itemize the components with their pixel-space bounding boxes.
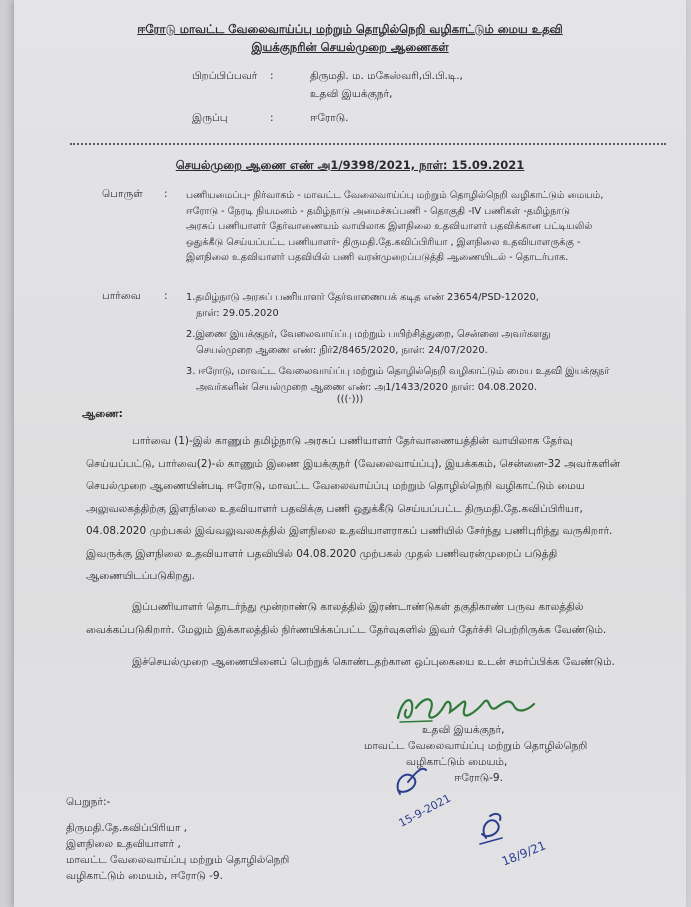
order-paragraph-2	[86, 596, 664, 641]
subject-text	[186, 188, 603, 266]
subject-colon: :	[164, 188, 168, 200]
order-label: ஆணை:	[82, 408, 123, 420]
recipient-office-1: மாவட்ட வேலைவாய்ப்பு மற்றும் தொழில்நெறி	[66, 854, 290, 866]
location-colon: :	[270, 112, 274, 124]
issuer-designation: உதவி இயக்குநர்,	[310, 88, 393, 100]
signatory-office-1: மாவட்ட வேலைவாய்ப்பு மற்றும் தொழில்நெறி	[364, 740, 588, 752]
reference-line: செயல்முறை ஆணை எண்: நிர்2/8465/2020, நாள்: 24/07/2020.	[196, 344, 488, 356]
initial-mark-2-icon	[462, 808, 562, 870]
order-paragraph-1	[86, 430, 664, 588]
body-line: இப்பணியாளர் தொடர்ந்து மூன்றாண்டு காலத்தில் இரண்டாண்டுகள் தகுதிகாண் பருவ காலத்தில்	[132, 601, 584, 613]
reference-line: 3. ஈரோடு, மாவட்ட வேலைவாய்ப்பு மற்றும் தொழில்நெறி வழிகாட்டும் மைய உதவி இயக்குநர்	[186, 366, 610, 377]
body-line: இவருக்கு இளநிலை உதவியாளர் பதவியில் 04.08.2020 முற்பகல் முதல் பணிவரன்முறைப் படுத்தி	[86, 547, 558, 560]
order-title: செயல்முறை ஆணை எண் அ1/9398/2021, நாள்: 15.09.2021	[175, 158, 525, 172]
body-line: 04.08.2020 முற்பகல் இவ்வலுவலகத்தில் இளநிலை உதவியாளராகப் பணியில் சேர்ந்து பணிபுரிந்து வருகிறார்.	[86, 525, 613, 537]
subject-line: ஒதுக்கீடு செய்யப்பட்ட பணியாளர்- திருமதி.தே.கவிப்பிரியா , இளநிலை உதவியாளருக்கு -	[186, 236, 581, 248]
document-page	[14, 0, 686, 907]
location-label: இருப்பு	[192, 112, 228, 124]
subject-label: பொருள்	[102, 188, 143, 200]
signatory-office-3: ஈரோடு-9.	[454, 772, 503, 784]
reference-item	[186, 290, 609, 321]
separator-mark: (((·)))	[336, 394, 364, 405]
reference-line: 1.தமிழ்நாடு அரசுப் பணியாளர் தேர்வாணையக் கடித எண் 23654/PSD-12020,	[186, 292, 539, 303]
signatory-office-2: வழிகாட்டும் மையம்,	[406, 756, 508, 768]
reference-line: 2.இணை இயக்குநர், வேலைவாய்ப்பு மற்றும் பயிற்சித்துறை, சென்னை அவர்களது	[186, 329, 551, 340]
subject-line: ஈரோடு - நேரடி நியமனம் - தமிழ்நாடு அமைச்சுப்பணி - தொகுதி -IV பணிகள் -தமிழ்நாடு	[186, 205, 570, 217]
body-line: அலுவலகத்திற்கு இளநிலை உதவியாளர் பதவிக்கு பணி ஒதுக்கீடு செய்யப்பட்ட திருமதி.தே.கவிப்பிரியா,	[86, 502, 583, 515]
reference-label: பார்வை	[102, 290, 141, 302]
subject-line: இளநிலை உதவியாளர் பதவியில் பணி வரன்முறைப்படுத்தி ஆணையிடல் - தொடர்பாக.	[186, 252, 569, 263]
header-line-1: ஈரோடு மாவட்ட வேலைவாய்ப்பு மற்றும் தொழில்நெறி வழிகாட்டும் மைய உதவி	[137, 22, 563, 36]
reference-list	[186, 290, 609, 395]
recipient-name: திருமதி.தே.கவிப்பிரியா ,	[66, 822, 188, 834]
body-line: செயல்முறை ஆணையின்படி ஈரோடு, மாவட்ட வேலைவாய்ப்பு மற்றும் தொழில்நெறி வழிகாட்டும் மைய	[86, 480, 585, 492]
subject-line: பணியமைப்பு- நிர்வாகம் - மாவட்ட வேலைவாய்ப்பு மற்றும் தொழில்நெறி வழிகாட்டும் மையம்,	[186, 190, 604, 201]
dotted-divider	[70, 143, 666, 145]
reference-line: அவர்களின் செயல்முறை ஆணை எண்: அ1/1433/2020 நாள்: 04.08.2020.	[196, 381, 537, 393]
recipient-label: பெறுநர்:-	[66, 796, 111, 808]
body-line: வைக்கப்படுகிறார். மேலும் இக்காலத்தில் நிர்ணயிக்கப்பட்ட தேர்வுகளில் இவர் தேர்ச்சி பெற்றிருக்க வேண்டும்.	[86, 623, 607, 636]
subject-line: அரசுப் பணியாளர் தேர்வாணையம் வாயிலாக இளநிலை உதவியாளர் பதவிக்கான பட்டியலில்	[186, 221, 593, 232]
header-line-2: இயக்குநரின் செயல்முறை ஆணைகள்	[251, 40, 449, 54]
initial-date-1: 15-9-2021	[396, 791, 453, 830]
issuer-name: திருமதி. ம. மகேஸ்வரி,பி.பி.டி.,	[310, 70, 463, 82]
reference-colon: :	[164, 290, 168, 302]
from-colon: :	[270, 70, 274, 82]
location-value: ஈரோடு.	[310, 112, 349, 124]
signatory-title: உதவி இயக்குநர்,	[422, 724, 505, 736]
body-line: செய்யப்பட்டு, பார்வை(2)-ல் காணும் இணை இயக்குநர் (வேலைவாய்ப்பு), இயக்ககம், சென்னை-32 அவர்களின்	[86, 457, 621, 470]
reference-item	[186, 327, 609, 358]
recipient-office-2: வழிகாட்டும் மையம், ஈரோடு -9.	[66, 870, 223, 882]
initial-date-2: 18/9/21	[499, 838, 548, 869]
order-paragraph-3: இச்செயல்முறை ஆணையினைப் பெற்றுக் கொண்டதற்கான ஒப்புகையை உடன் சமர்ப்பிக்க வேண்டும்.	[132, 656, 615, 668]
body-line: பார்வை (1)-இல் காணும் தமிழ்நாடு அரசுப் பணியாளர் தேர்வாணையத்தின் வாயிலாக தேர்வு	[132, 435, 573, 447]
reference-line: நாள்: 29.05.2020	[196, 307, 279, 319]
body-line: ஆணையிடப்படுகிறது.	[86, 570, 195, 582]
reference-item	[186, 364, 609, 395]
recipient-designation: இளநிலை உதவியாளர் ,	[66, 838, 181, 850]
from-label: பிறப்பிப்பவர்	[192, 70, 258, 82]
